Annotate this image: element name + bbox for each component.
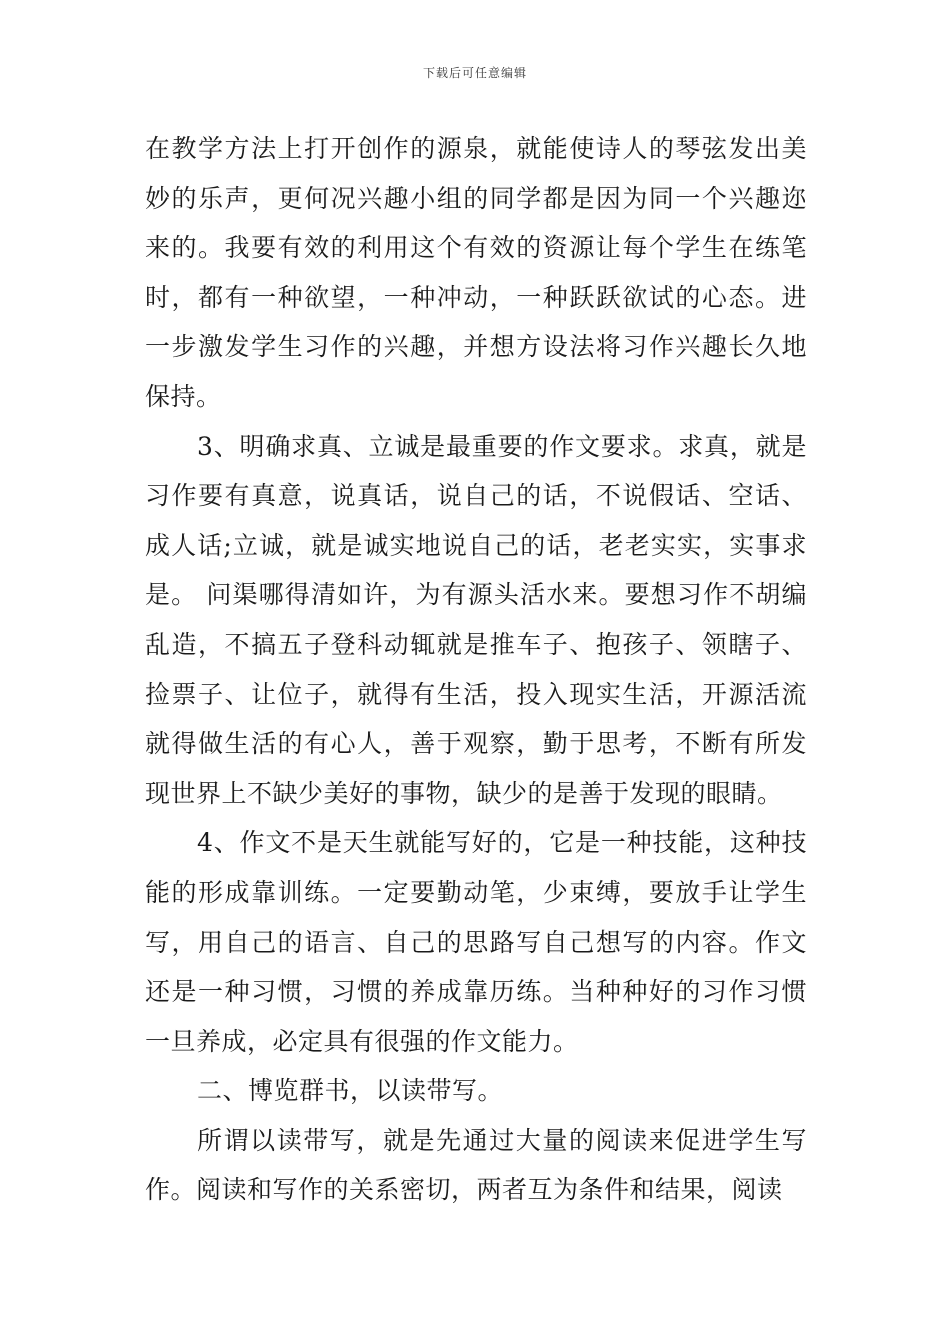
paragraph-reading-writing: 所谓以读带写，就是先通过大量的阅读来促进学生写作。阅读和写作的关系密切，两者互为条件和结果，阅读 xyxy=(145,1125,807,1205)
paragraph-continued: 在教学方法上打开创作的源泉，就能使诗人的琴弦发出美妙的乐声，更何况兴趣小组的同学都是因为同一个兴趣迩来的。我要有效的利用这个有效的资源让每个学生在练笔时，都有一种欲望，一种冲动，一种跃跃欲试的心态。进一步激发学生习作的兴趣，并想方设法将习作兴趣长久地保持。 xyxy=(145,134,807,411)
paragraph-point-4: 4、作文不是天生就能写好的，它是一种技能，这种技能的形成靠训练。一定要勤动笔，少束缚，要放手让学生写，用自己的语言、自己的思路写自己想写的内容。作文还是一种习惯，习惯的养成靠历练。当种种好的习作习惯一旦养成，必定具有很强的作文能力。 xyxy=(145,828,807,1056)
paragraph-point-3: 3、明确求真、立诚是最重要的作文要求。求真，就是习作要有真意，说真话，说自己的话，不说假话、空话、成人话;立诚，就是诚实地说自己的话，老老实实，实事求是。 问渠哪得清如许，为有源头活水来。要想习作不胡编乱造，不搞五子登科动辄就是推车子、抱孩子、领瞎子、捡票子、让位子，就得有生活，投入现实生活，开源活流就得做生活的有心人，善于观察，勤于思考，不断有所发现世界上不缺少美好的事物，缺少的是善于发现的眼睛。 xyxy=(145,431,807,808)
page-header-note: 下载后可任意编辑 xyxy=(422,66,527,80)
document-body xyxy=(145,124,807,1215)
section-heading-2: 二、博览群书，以读带写。 xyxy=(197,1076,504,1106)
